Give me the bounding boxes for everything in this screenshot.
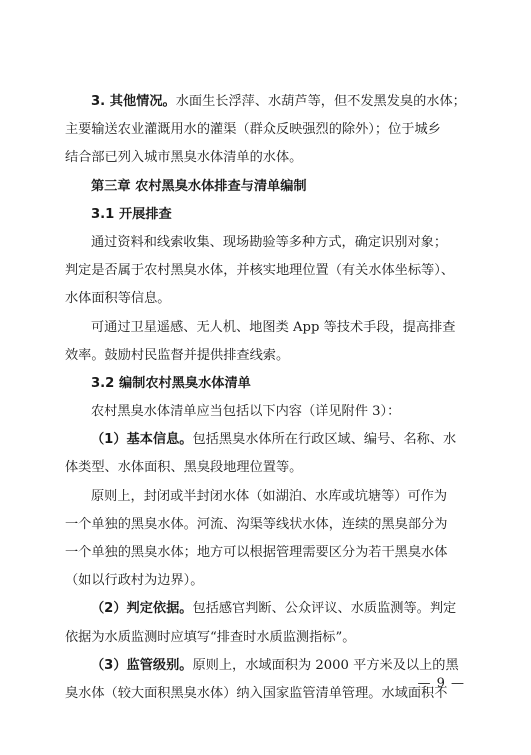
section-3-1-p2-line-1: 可通过卫星遥感、无人机、地图类 App 等技术手段，提高排查	[91, 319, 456, 335]
paragraph-principle-line-3: 一个单独的黑臭水体；地方可以根据管理需要区分为若干黑臭水体	[65, 545, 448, 560]
paragraph-other-line-1: 3. 其他情况。水面生长浮萍、水葫芦等，但不发黑发臭的水体；	[91, 94, 466, 109]
section-3-1-p2-line-2: 效率。鼓励村民监督并提供排查线索。	[65, 347, 290, 363]
section-3-2-intro: 农村黑臭水体清单应当包括以下内容（详见附件 3）：	[91, 404, 401, 420]
item-3-line-2: 臭水体（较大面积黑臭水体）纳入国家监管清单管理。水域面积不	[65, 685, 448, 701]
page-number: — 9 —	[417, 676, 465, 691]
item-2-line-1: （2）判定依据。包括感官判断、公众评议、水质监测等。判定	[91, 601, 457, 617]
paragraph-other-line-2: 主要输送农业灌溉用水的灌渠（群众反映强烈的除外）；位于城乡	[65, 122, 441, 138]
item-1-line-2: 体类型、水体面积、黑臭段地理位置等。	[65, 460, 303, 476]
section-3-1-p1-line-1: 通过资料和线索收集、现场勘验等多种方式，确定识别对象；	[91, 234, 448, 250]
section-3-1-p1-line-2: 判定是否属于农村黑臭水体，并核实地理位置（有关水体坐标等）、	[65, 263, 455, 279]
item-1-label: （1）基本信息。	[91, 432, 193, 448]
item-3-line-1: （3）监管级别。原则上，水域面积为 2000 平方米及以上的黑	[91, 657, 459, 673]
paragraph-principle-line-2: 一个单独的黑臭水体。河流、沟渠等线状水体，连续的黑臭部分为	[65, 516, 448, 532]
item-2-label: （2）判定依据。	[91, 601, 193, 617]
paragraph-principle-line-4: （如以行政村为边界）。	[65, 573, 204, 589]
section-3-1-p1-line-3: 水体面积等信息。	[65, 291, 171, 307]
chapter-title: 第三章 农村黑臭水体排查与清单编制	[91, 178, 307, 194]
paragraph-other-line-3: 结合部已列入城市黑臭水体清单的水体。	[65, 150, 303, 166]
item-1-line-1: （1）基本信息。包括黑臭水体所在行政区域、编号、名称、水	[91, 432, 457, 448]
page-body	[65, 88, 466, 708]
section-3-2-title: 3.2 编制农村黑臭水体清单	[91, 375, 251, 391]
other-label: 3. 其他情况。	[91, 94, 176, 109]
section-3-1-title: 3.1 开展排查	[91, 206, 172, 222]
paragraph-principle-line-1: 原则上，封闭或半封闭水体（如湖泊、水库或坑塘等）可作为	[91, 488, 448, 504]
item-3-label: （3）监管级别。	[91, 657, 193, 673]
item-2-line-2: 依据为水质监测时应填写“排查时水质监测指标”。	[65, 629, 356, 645]
